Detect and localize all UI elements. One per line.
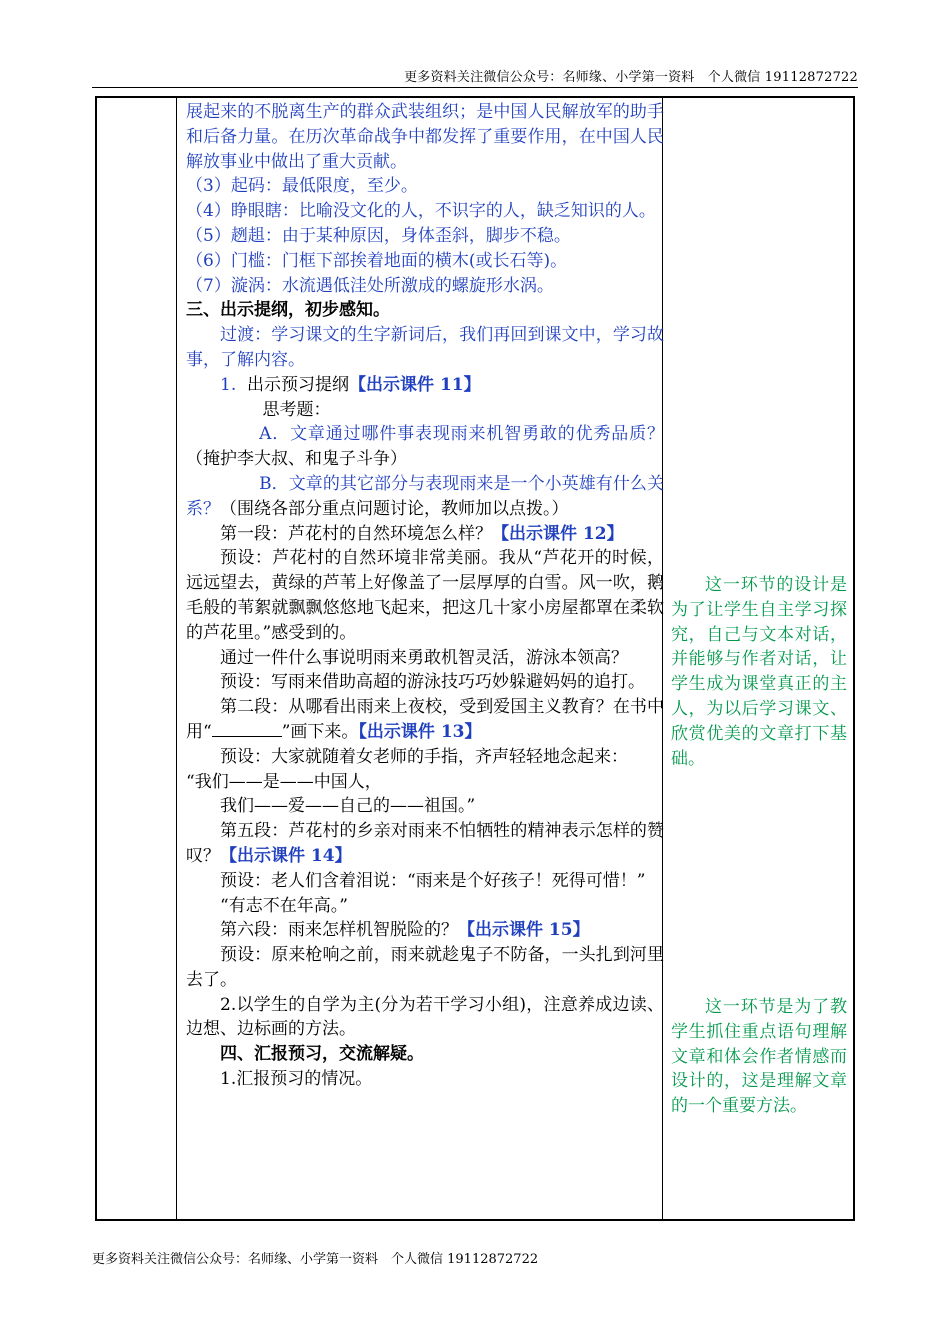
page-header: 更多资料关注微信公众号：名师缘、小学第一资料 个人微信 19112872722 [404,70,858,85]
definition-6: （6）门槛：门框下部挨着地面的横木(或长石等)。 [186,250,568,271]
definition-2-continued: 展起来的不脱离生产的群众武装组织；是中国人民解放军的助手和后备力量。在历次革命战争中都发挥了重要作用，在中国人民解放事业中做出了重大贡献。 [186,102,664,172]
design-note-1-text: 这一环节的设计是为了让学生自主学习探究，自己与文本对话，并能够与作者对话，让学生成为课堂真正的主人，为以后学习课文、欣赏优美的文章打下基础。 [671,575,847,769]
design-note-1 [671,573,847,771]
paragraph-6-answer: 预设：原来枪响之前，雨来就趁鬼子不防备，一头扎到河里去了。 [186,945,664,990]
paragraph-6-question [186,918,664,943]
question-b [186,472,664,522]
paragraph-1-answer: 预设：芦花村的自然环境非常美丽。我从“芦花开的时候，远远望去，黄绿的芦苇上好像盖了一层厚厚的白雪。风一吹，鹅毛般的苇絮就飘飘悠悠地飞起来，把这几十家小房屋都罩在柔软的芦花里。”感受到的。 [186,548,664,643]
courseware-tag-15: 【出示课件 15】 [458,920,590,941]
paragraph-1-question [186,522,664,547]
paragraph-5-answer: 预设：老人们含着泪说：“雨来是个好孩子！死得可惜！” [220,870,646,891]
transition-text: 过渡：学习课文的生字新词后，我们再回到课文中，学习故事，了解内容。 [186,325,664,370]
design-note-2 [671,995,847,1119]
paragraph-1-answer-2: 预设：写雨来借助高超的游泳技巧巧妙躲避妈妈的追打。 [220,672,645,693]
paragraph-5-answer-2: “有志不在年高。” [220,895,348,916]
definition-7: （7）漩涡：水流遇低洼处所激成的螺旋形水涡。 [186,275,554,296]
report-item-1: 1.汇报预习的情况。 [220,1069,373,1090]
paragraph-2-answer: 预设：大家就随着女老师的手指，齐声轻轻地念起来： [220,746,628,767]
section-4-heading: 四、汇报预习，交流解疑。 [220,1044,424,1065]
question-b-answer: （围绕各部分重点问题讨论，教师加以点拨。） [220,498,569,519]
question-b-text: B．文章的其它部分与表现雨来是一个小英雄有什么关系？ [186,473,664,519]
courseware-tag-14: 【出示课件 14】 [220,845,352,866]
outline-item-2: 2.以学生的自学为主(分为若干学习小组)，注意养成边读、边想、边标画的方法。 [186,994,664,1040]
paragraph-2-quote-1: “我们——是——中国人， [186,771,382,792]
definition-3: （3）起码：最低限度，至少。 [186,176,418,197]
paragraph-1-question-2: 通过一件什么事说明雨来勇敢机智灵活，游泳本领高？ [220,647,628,668]
paragraph-5-question [186,819,664,869]
question-a-answer: （掩护李大叔、和鬼子斗争） [186,449,407,470]
paragraph-2-question [186,695,664,745]
column-divider-left [176,98,177,1219]
item-1-text: 出示预习提纲 [247,374,350,395]
courseware-tag-13: 【出示课件 13】 [358,721,482,742]
teaching-process-column [186,100,664,1092]
paragraph-2-question-text-b: ”画下来。 [281,721,359,742]
design-note-2-text: 这一环节是为了教学生抓住重点语句理解文章和体会作者情感而设计的，这是理解文章的一个重要方法。 [671,997,847,1117]
paragraph-2-question-text-a: 第二段：从哪看出雨来上夜校，受到爱国主义教育？在书中用“ [186,697,664,742]
page-footer: 更多资料关注微信公众号：名师缘、小学第一资料 个人微信 19112872722 [92,1252,539,1267]
definition-4: （4）睁眼瞎：比喻没文化的人，不识字的人，缺乏知识的人。 [186,201,656,222]
paragraph-1-question-text: 第一段：芦花村的自然环境怎么样？ [220,523,492,544]
section-3-heading: 三、出示提纲，初步感知。 [186,300,390,321]
question-a-text: A．文章通过哪件事表现雨来机智勇敢的优秀品质？ [259,424,664,445]
paragraph-2-quote-2: 我们——爱——自己的——祖国。” [220,796,476,817]
think-label: 思考题： [262,399,331,420]
courseware-tag-11: 【出示课件 11】 [349,374,481,395]
lesson-table [95,96,855,1221]
question-a [186,422,664,472]
outline-item-1 [186,373,664,398]
paragraph-6-question-text: 第六段：雨来怎样机智脱险的？ [220,920,458,941]
item-1-number: 1. [220,374,237,395]
definition-5: （5）趔趄：由于某种原因，身体歪斜，脚步不稳。 [186,225,571,246]
underline-blank [212,722,282,737]
paragraph-5-question-text: 第五段：芦花村的乡亲对雨来不怕牺牲的精神表示怎样的赞叹？ [186,821,664,866]
header-divider [92,87,858,88]
courseware-tag-12: 【出示课件 12】 [492,523,624,544]
